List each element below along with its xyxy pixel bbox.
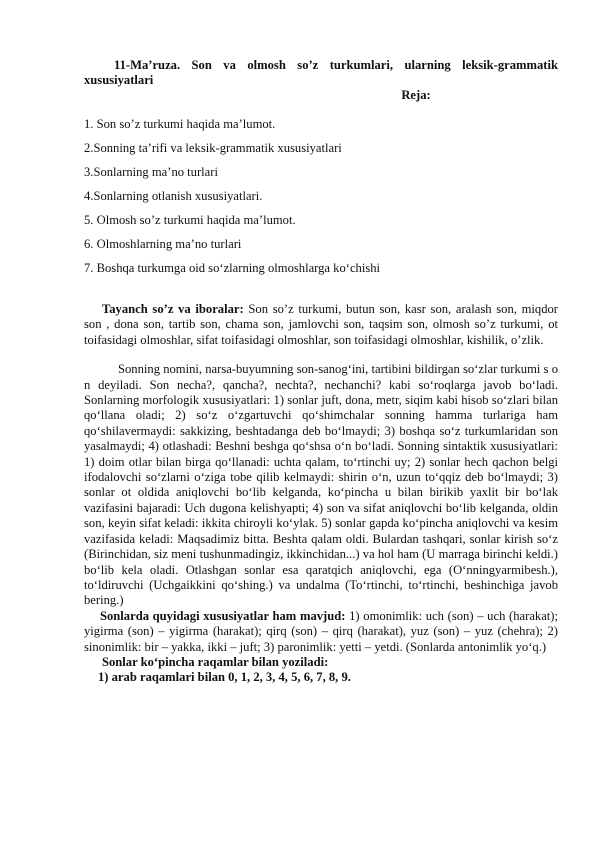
plan-item-4: 4.Sonlarning otlanish xususiyatlari. [84,189,263,203]
numeral-definition-paragraph: Sonning nomini, narsa-buyumning son-sanog‘ini, tartibini bildirgan so‘zlar turkumi s o n deyiladi. Son necha?, qancha?, nechta?, nechanchi? kabi so‘roqlarga javob bo‘ladi. Sonlarning morfologik xususiyatlari: 1) sonlar juft, dona, metr, siqim kabi hisob so‘zlari bilan qo‘llana oladi; 2) so‘z o‘zgartuvchi qo‘shimchalar sonning hamma turlariga ham qo‘shilavermaydi: sakkizing, beshtadanga deb bo‘lmaydi; 3) boshqa so‘z turkumlaridan son yasalmaydi; 4) otlashadi: Beshni beshga qo‘shsa o‘n bo‘ladi. Sonning sintaktik xususiyatlari: 1) doim otlar bilan birga qo‘llanadi: uchta qalam, to‘rtinchi uy; 2) sonlar hech qachon belgi ifodalovchi so‘zlarni o‘ziga tobe qilib kelmaydi: shirin o‘n, uzun to‘qqiz deb bo‘lmaydi; 3) sonlar ot oldida aniqlovchi bo‘lib kelganda, ko‘pincha u bilan birikib yaxlit bir bo‘lak vazifasini bajaradi: Uch dugona kelishyapti; 4) son va sifat aniqlovchi bo‘lib kelganda, oldin son, keyin sifat keladi: ikkita chiroyli ko‘ylak. 5) sonlar gapda ko‘pincha aniqlovchi va kesim vazifasida keladi: Maqsadimiz bitta. Beshta qalam oldi. Bulardan tashqari, sonlar kirish so‘z (Birinchidan, siz meni tushunmadingiz, ikkinchidan...) va hol ham (U marraga birinchi keldi.) bo‘lib kela oladi. Otlashgan sonlar esa qaratqich aniqlovchi, ega (O‘nningyarmibesh.), to‘ldiruvchi (Uchgaikkini qo‘shing.) va undalma (To‘rtinchi, to‘rtinchi, beshinchiga javob bering.) [84,362,558,608]
plan-item-5: 5. Olmosh so’z turkumi haqida ma’lumot. [84,213,296,227]
numbers-heading: Sonlar ko‘pincha raqamlar bilan yoziladi: [102,654,329,669]
document-page [84,58,558,686]
arabic-numerals-line: 1) arab raqamlari bilan 0, 1, 2, 3, 4, 5, 6, 7, 8, 9. [98,670,351,685]
key-terms-label: Tayanch so’z va iboralar: [102,302,244,316]
properties-label: Sonlarda quyidagi xususiyatlar ham mavjud: [100,608,346,623]
plan-item-3: 3.Sonlarning ma’no turlari [84,165,218,179]
lecture-title: 11-Ma’ruza. Son va olmosh so’z turkumlari, ularning leksik-grammatik xususiyatlari [84,58,558,87]
key-terms-paragraph [84,302,558,348]
plan-item-2: 2.Sonning ta’rifi va leksik-grammatik xususiyatlari [84,141,342,155]
plan-item-1: 1. Son so’z turkumi haqida ma’lumot. [84,117,276,131]
plan-item-6: 6. Olmoshlarning ma’no turlari [84,237,242,251]
plan-list [84,117,558,276]
key-terms-text: Son so’z turkumi, butun son, kasr son, aralash son, miqdor son , dona son, tartib son, chama son, jamlovchi son, taqsim son, olmosh so’z turkumi, ot toifasidagi olmoshlar, sifat toifasidagi olmoshlar, son toifasidagi olmoshlar, kishilik, o’zlik. [84,302,558,347]
plan-item-7: 7. Boshqa turkumga oid so‘zlarning olmoshlarga ko‘chishi [84,261,381,275]
numeral-properties-paragraph [84,609,558,655]
plan-heading: Reja: [401,88,431,102]
properties-text: 1) omonimlik: uch (son) – uch (harakat); yigirma (son) – yigirma (harakat); qirq (son) – qirq (harakat), yuz (son) – yuz (chehra); 2) sinonimlik: bir – yakka, ikki – juft; 3) paronimlik: yetti – yetdi. (Sonlarda antonimlik yo‘q.) [84,608,558,654]
